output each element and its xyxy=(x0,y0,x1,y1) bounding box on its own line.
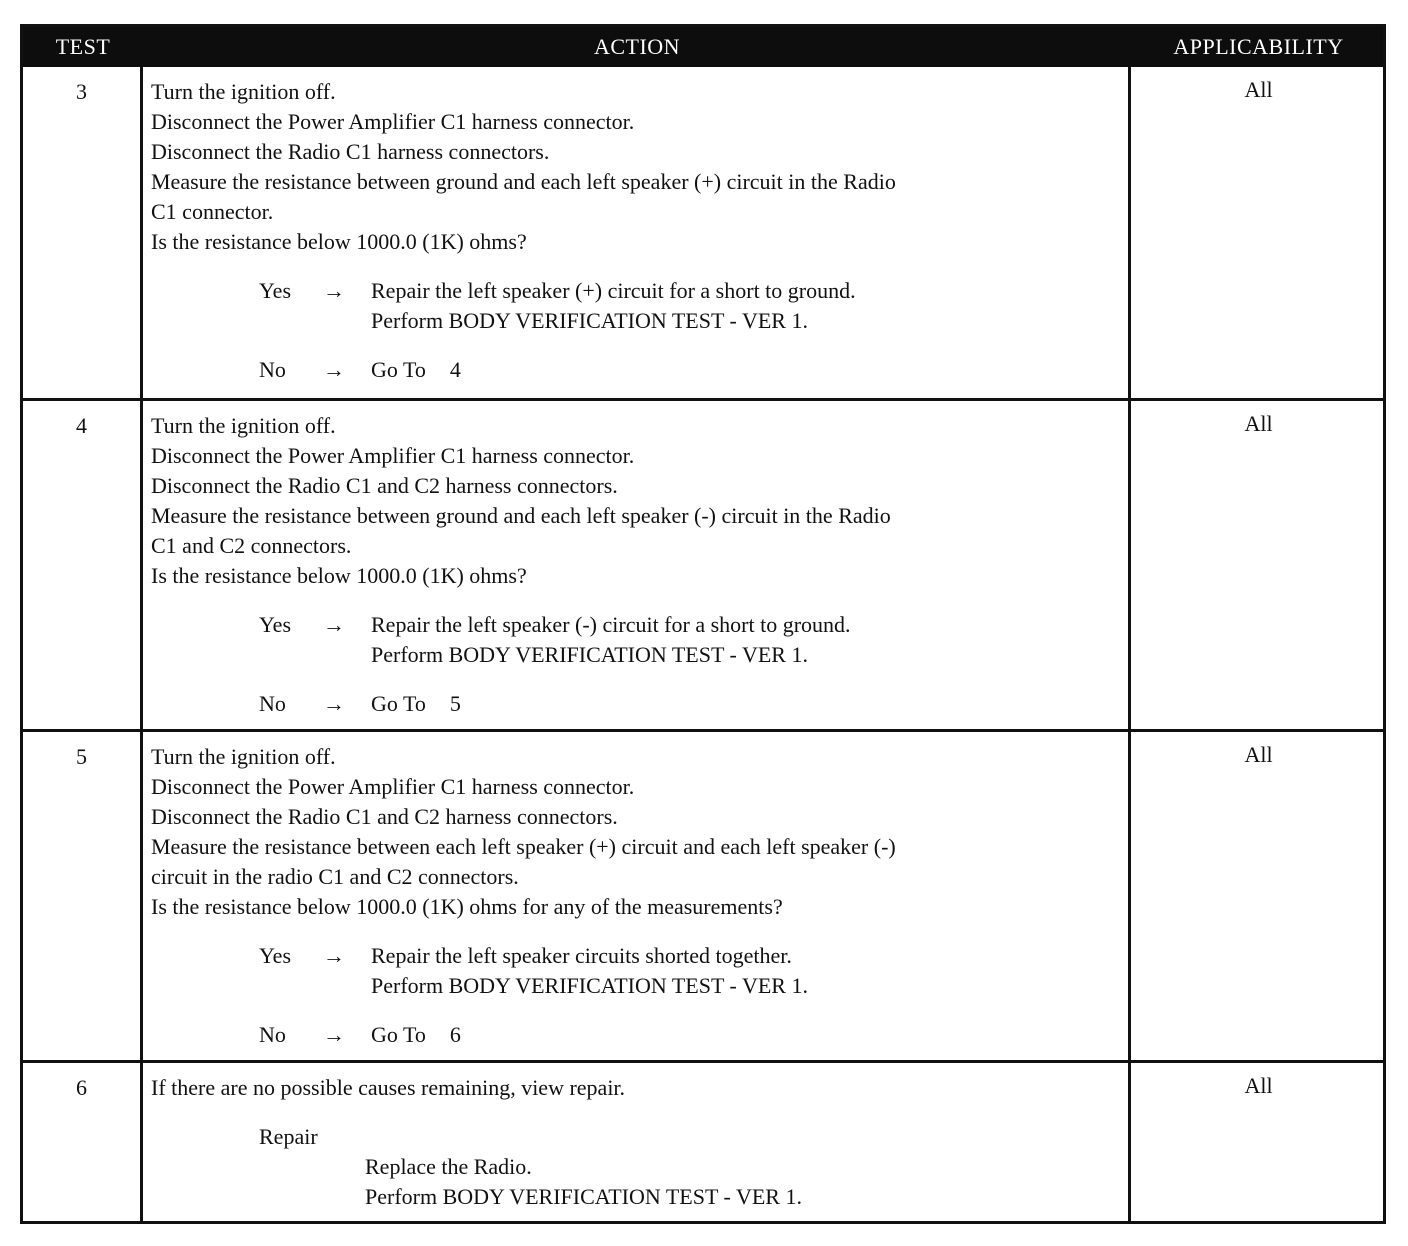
action-cell xyxy=(143,732,1131,1060)
goto-label: Go To xyxy=(371,691,426,716)
test-number: 5 xyxy=(23,732,143,1060)
arrow-icon: → xyxy=(323,612,345,637)
header-test: TEST xyxy=(55,34,111,59)
applicability-value: All xyxy=(1244,742,1273,767)
no-response xyxy=(151,355,1128,385)
action-line: Disconnect the Radio C1 harness connectors. xyxy=(151,139,550,164)
action-line: Disconnect the Radio C1 and C2 harness connectors. xyxy=(151,804,618,829)
test-number: 3 xyxy=(23,67,143,398)
yes-label: Yes xyxy=(259,943,292,968)
goto-label: Go To xyxy=(371,1022,426,1047)
arrow-icon: → xyxy=(323,1022,345,1047)
yes-label: Yes xyxy=(259,278,292,303)
no-response xyxy=(151,689,1128,719)
action-line: circuit in the radio C1 and C2 connectors. xyxy=(151,864,519,889)
action-line: C1 and C2 connectors. xyxy=(151,533,352,558)
yes-action-text: Repair the left speaker (-) circuit for a short to ground. xyxy=(371,612,851,637)
goto-text xyxy=(371,355,461,385)
yes-action-text: Repair the left speaker (+) circuit for a short to ground. xyxy=(371,278,856,303)
arrow-icon: → xyxy=(323,278,345,303)
action-line: Turn the ignition off. xyxy=(151,744,336,769)
table-row-test-6 xyxy=(23,1060,1383,1221)
action-line: If there are no possible causes remaining, view repair. xyxy=(151,1075,626,1100)
action-line: Measure the resistance between each left speaker (+) circuit and each left speaker (-) xyxy=(151,834,896,859)
yes-action-text: Perform BODY VERIFICATION TEST - VER 1. xyxy=(371,642,808,667)
yes-label: Yes xyxy=(259,612,292,637)
yes-action-text: Perform BODY VERIFICATION TEST - VER 1. xyxy=(371,308,808,333)
action-line: Is the resistance below 1000.0 (1K) ohms for any of the measurements? xyxy=(151,894,783,919)
repair-text: Perform BODY VERIFICATION TEST - VER 1. xyxy=(365,1184,802,1209)
yes-response-cont xyxy=(151,640,1128,670)
action-line: Measure the resistance between ground and each left speaker (-) circuit in the Radio xyxy=(151,503,891,528)
header-applicability: APPLICABILITY xyxy=(1173,34,1344,59)
action-line: Turn the ignition off. xyxy=(151,79,336,104)
no-label: No xyxy=(259,1022,286,1047)
action-line: Disconnect the Radio C1 and C2 harness connectors. xyxy=(151,473,618,498)
action-line: Measure the resistance between ground and each left speaker (+) circuit in the Radio xyxy=(151,169,896,194)
test-number: 6 xyxy=(23,1063,143,1221)
table-row-test-5 xyxy=(23,729,1383,1060)
repair-label: Repair xyxy=(259,1124,318,1149)
applicability-value: All xyxy=(1244,1073,1273,1098)
yes-response xyxy=(151,276,1128,306)
action-line: Is the resistance below 1000.0 (1K) ohms? xyxy=(151,229,527,254)
header-action: ACTION xyxy=(593,34,681,59)
yes-action-text: Perform BODY VERIFICATION TEST - VER 1. xyxy=(371,973,808,998)
applicability-value: All xyxy=(1244,411,1273,436)
arrow-icon: → xyxy=(323,691,345,716)
action-cell xyxy=(143,401,1131,729)
goto-number: 5 xyxy=(449,691,461,716)
yes-action-text: Repair the left speaker circuits shorted together. xyxy=(371,943,792,968)
goto-label: Go To xyxy=(371,357,426,382)
goto-number: 6 xyxy=(449,1022,461,1047)
table-row-test-3 xyxy=(23,67,1383,398)
goto-number: 4 xyxy=(449,357,461,382)
action-cell xyxy=(143,67,1131,398)
goto-text xyxy=(371,689,461,719)
goto-text xyxy=(371,1020,461,1050)
table-row-test-4 xyxy=(23,398,1383,729)
action-line: Disconnect the Power Amplifier C1 harness connector. xyxy=(151,109,635,134)
action-line: Turn the ignition off. xyxy=(151,413,336,438)
table-header xyxy=(23,27,1383,67)
arrow-icon: → xyxy=(323,357,345,382)
action-line: C1 connector. xyxy=(151,199,274,224)
action-cell xyxy=(143,1063,1131,1221)
arrow-icon: → xyxy=(323,943,345,968)
yes-response xyxy=(151,941,1128,971)
no-label: No xyxy=(259,357,286,382)
yes-response-cont xyxy=(151,306,1128,336)
no-response xyxy=(151,1020,1128,1050)
yes-response-cont xyxy=(151,971,1128,1001)
repair-text: Replace the Radio. xyxy=(365,1154,532,1179)
applicability-value: All xyxy=(1244,77,1273,102)
no-label: No xyxy=(259,691,286,716)
test-number: 4 xyxy=(23,401,143,729)
action-line: Disconnect the Power Amplifier C1 harness connector. xyxy=(151,443,635,468)
action-line: Disconnect the Power Amplifier C1 harness connector. xyxy=(151,774,635,799)
diagnostic-table xyxy=(20,24,1386,1224)
yes-response xyxy=(151,610,1128,640)
action-line: Is the resistance below 1000.0 (1K) ohms? xyxy=(151,563,527,588)
